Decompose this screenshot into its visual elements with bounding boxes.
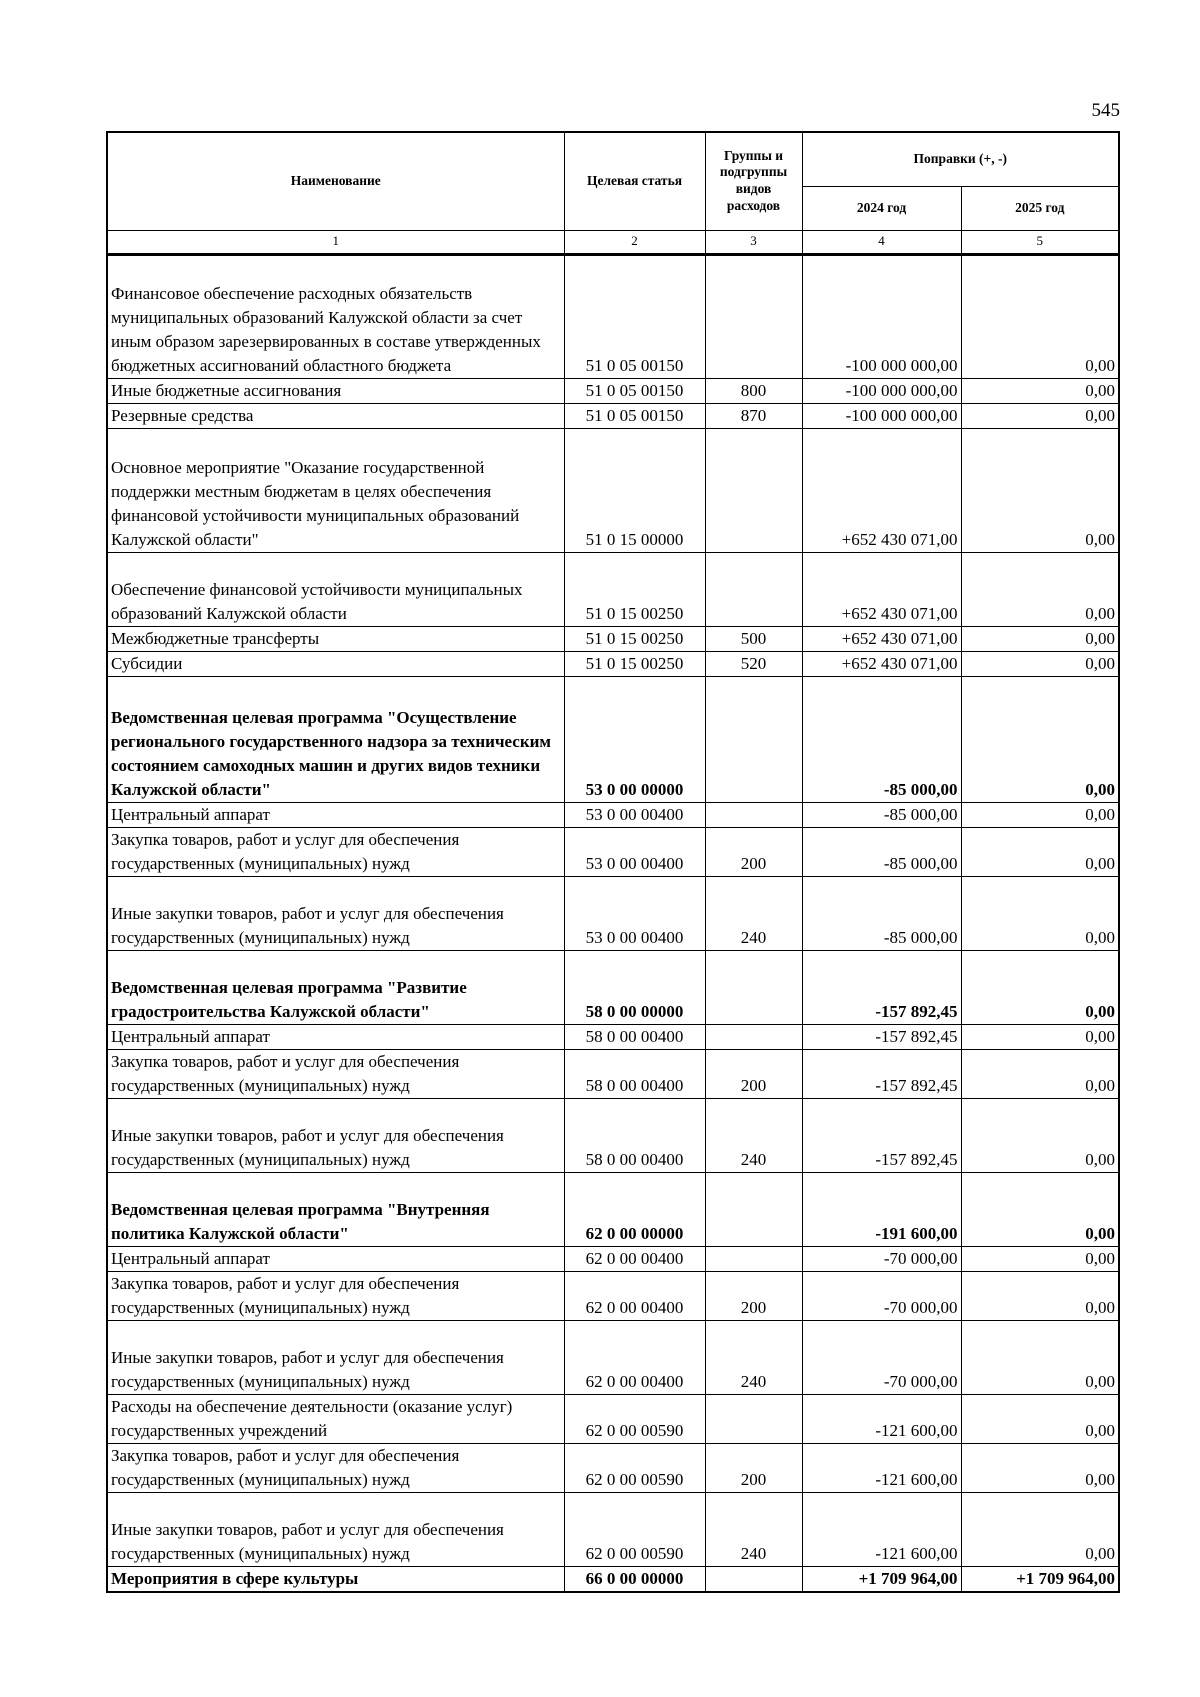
row-target-article: 62 0 00 00000	[564, 1172, 705, 1246]
row-expense-group: 200	[705, 1271, 802, 1320]
row-amount-2024: -100 000 000,00	[802, 378, 961, 403]
row-name: Расходы на обеспечение деятельности (оказание услуг) государственных учреждений	[107, 1394, 564, 1443]
row-amount-2024: -157 892,45	[802, 950, 961, 1024]
row-target-article: 62 0 00 00590	[564, 1394, 705, 1443]
row-amount-2024: -85 000,00	[802, 676, 961, 802]
row-target-article: 51 0 05 00150	[564, 378, 705, 403]
page-number: 545	[1091, 100, 1120, 121]
row-amount-2025: 0,00	[961, 428, 1119, 552]
row-amount-2025: 0,00	[961, 1098, 1119, 1172]
row-expense-group: 200	[705, 827, 802, 876]
row-name: Иные закупки товаров, работ и услуг для обеспечения государственных (муниципальных) нужд	[107, 1492, 564, 1566]
row-expense-group	[705, 802, 802, 827]
row-target-article: 58 0 00 00400	[564, 1049, 705, 1098]
table-row	[107, 1172, 1119, 1246]
row-name: Иные закупки товаров, работ и услуг для обеспечения государственных (муниципальных) нужд	[107, 1098, 564, 1172]
row-amount-2024: -70 000,00	[802, 1320, 961, 1394]
table-row	[107, 428, 1119, 552]
row-name: Иные бюджетные ассигнования	[107, 378, 564, 403]
row-name: Ведомственная целевая программа "Развитие градостроительства Калужской области"	[107, 950, 564, 1024]
row-target-article: 51 0 15 00000	[564, 428, 705, 552]
row-target-article: 62 0 00 00400	[564, 1271, 705, 1320]
row-target-article: 66 0 00 00000	[564, 1566, 705, 1592]
row-target-article: 53 0 00 00400	[564, 827, 705, 876]
row-amount-2024: -157 892,45	[802, 1024, 961, 1049]
row-target-article: 62 0 00 00400	[564, 1320, 705, 1394]
row-name: Ведомственная целевая программа "Осуществление регионального государственного надзора за техническим состоянием самоходных машин и других видов техники Калужской области"	[107, 676, 564, 802]
row-amount-2025: 0,00	[961, 552, 1119, 626]
row-expense-group	[705, 676, 802, 802]
row-expense-group	[705, 950, 802, 1024]
row-expense-group: 240	[705, 1320, 802, 1394]
row-name: Центральный аппарат	[107, 802, 564, 827]
row-expense-group	[705, 1566, 802, 1592]
row-amount-2024: -100 000 000,00	[802, 254, 961, 378]
row-name: Резервные средства	[107, 403, 564, 428]
row-amount-2025: 0,00	[961, 254, 1119, 378]
row-amount-2024: -157 892,45	[802, 1098, 961, 1172]
table-row	[107, 827, 1119, 876]
row-name: Основное мероприятие "Оказание государственной поддержки местным бюджетам в целях обеспечения финансовой устойчивости муниципальных образований Калужской области"	[107, 428, 564, 552]
row-target-article: 58 0 00 00400	[564, 1024, 705, 1049]
row-expense-group: 520	[705, 651, 802, 676]
table-row	[107, 1246, 1119, 1271]
row-expense-group: 800	[705, 378, 802, 403]
header-target-article: Целевая статья	[564, 132, 705, 230]
row-amount-2025: 0,00	[961, 651, 1119, 676]
table-row	[107, 950, 1119, 1024]
row-amount-2025: 0,00	[961, 1443, 1119, 1492]
table-row	[107, 254, 1119, 378]
row-name: Центральный аппарат	[107, 1246, 564, 1271]
row-amount-2025: 0,00	[961, 1049, 1119, 1098]
table-header	[107, 132, 1119, 254]
row-amount-2024: -121 600,00	[802, 1443, 961, 1492]
table-row	[107, 1394, 1119, 1443]
row-amount-2025: 0,00	[961, 1172, 1119, 1246]
row-amount-2024: -85 000,00	[802, 876, 961, 950]
row-amount-2025: 0,00	[961, 1246, 1119, 1271]
header-year-2025: 2025 год	[961, 186, 1119, 230]
row-expense-group: 870	[705, 403, 802, 428]
row-name: Иные закупки товаров, работ и услуг для обеспечения государственных (муниципальных) нужд	[107, 876, 564, 950]
row-name: Субсидии	[107, 651, 564, 676]
row-amount-2025: 0,00	[961, 827, 1119, 876]
row-amount-2024: -100 000 000,00	[802, 403, 961, 428]
row-name: Закупка товаров, работ и услуг для обеспечения государственных (муниципальных) нужд	[107, 1271, 564, 1320]
row-amount-2024: +652 430 071,00	[802, 651, 961, 676]
row-target-article: 51 0 05 00150	[564, 403, 705, 428]
row-name: Обеспечение финансовой устойчивости муниципальных образований Калужской области	[107, 552, 564, 626]
row-amount-2025: 0,00	[961, 1024, 1119, 1049]
row-amount-2025: 0,00	[961, 403, 1119, 428]
column-number: 5	[961, 230, 1119, 254]
row-amount-2024: -70 000,00	[802, 1246, 961, 1271]
row-expense-group	[705, 552, 802, 626]
row-target-article: 58 0 00 00400	[564, 1098, 705, 1172]
row-amount-2025: 0,00	[961, 950, 1119, 1024]
row-name: Ведомственная целевая программа "Внутренняя политика Калужской области"	[107, 1172, 564, 1246]
table-row	[107, 1049, 1119, 1098]
table-body	[107, 254, 1119, 1592]
column-number: 1	[107, 230, 564, 254]
row-amount-2024: -121 600,00	[802, 1492, 961, 1566]
row-target-article: 53 0 00 00400	[564, 876, 705, 950]
budget-amendments-table	[106, 131, 1120, 1593]
table-row	[107, 651, 1119, 676]
row-amount-2024: -85 000,00	[802, 827, 961, 876]
table-row	[107, 403, 1119, 428]
row-name: Мероприятия в сфере культуры	[107, 1566, 564, 1592]
column-number: 4	[802, 230, 961, 254]
row-target-article: 62 0 00 00400	[564, 1246, 705, 1271]
row-amount-2024: +652 430 071,00	[802, 626, 961, 651]
table-row	[107, 876, 1119, 950]
row-amount-2025: 0,00	[961, 676, 1119, 802]
table-row	[107, 676, 1119, 802]
header-name: Наименование	[107, 132, 564, 230]
row-amount-2025: +1 709 964,00	[961, 1566, 1119, 1592]
row-amount-2024: -70 000,00	[802, 1271, 961, 1320]
row-name: Межбюджетные трансферты	[107, 626, 564, 651]
row-amount-2025: 0,00	[961, 802, 1119, 827]
table-row	[107, 1566, 1119, 1592]
column-number: 3	[705, 230, 802, 254]
row-amount-2025: 0,00	[961, 378, 1119, 403]
header-year-2024: 2024 год	[802, 186, 961, 230]
row-amount-2025: 0,00	[961, 1320, 1119, 1394]
row-expense-group	[705, 1024, 802, 1049]
row-expense-group: 200	[705, 1049, 802, 1098]
column-number: 2	[564, 230, 705, 254]
row-expense-group: 200	[705, 1443, 802, 1492]
row-target-article: 53 0 00 00400	[564, 802, 705, 827]
row-amount-2024: -191 600,00	[802, 1172, 961, 1246]
row-amount-2024: -85 000,00	[802, 802, 961, 827]
row-amount-2024: +652 430 071,00	[802, 552, 961, 626]
row-target-article: 58 0 00 00000	[564, 950, 705, 1024]
row-amount-2024: -157 892,45	[802, 1049, 961, 1098]
row-expense-group	[705, 1172, 802, 1246]
table-row	[107, 1098, 1119, 1172]
table-row	[107, 1271, 1119, 1320]
row-target-article: 53 0 00 00000	[564, 676, 705, 802]
row-expense-group: 240	[705, 1492, 802, 1566]
header-expense-groups: Группы и подгруппы видов расходов	[705, 132, 802, 230]
row-name: Центральный аппарат	[107, 1024, 564, 1049]
table-row	[107, 552, 1119, 626]
row-amount-2024: +652 430 071,00	[802, 428, 961, 552]
table-row	[107, 626, 1119, 651]
row-name: Закупка товаров, работ и услуг для обеспечения государственных (муниципальных) нужд	[107, 1049, 564, 1098]
row-expense-group: 240	[705, 876, 802, 950]
row-amount-2024: +1 709 964,00	[802, 1566, 961, 1592]
table-row	[107, 1024, 1119, 1049]
row-amount-2024: -121 600,00	[802, 1394, 961, 1443]
row-expense-group	[705, 428, 802, 552]
row-expense-group: 240	[705, 1098, 802, 1172]
header-amendments: Поправки (+, -)	[802, 132, 1119, 186]
table-row	[107, 802, 1119, 827]
row-target-article: 51 0 15 00250	[564, 552, 705, 626]
row-name: Финансовое обеспечение расходных обязательств муниципальных образований Калужской области за счет иным образом зарезервированных в составе утвержденных бюджетных ассигнований областного бюджета	[107, 254, 564, 378]
row-target-article: 51 0 15 00250	[564, 651, 705, 676]
row-expense-group	[705, 1246, 802, 1271]
row-amount-2025: 0,00	[961, 1492, 1119, 1566]
row-name: Закупка товаров, работ и услуг для обеспечения государственных (муниципальных) нужд	[107, 1443, 564, 1492]
table-row	[107, 378, 1119, 403]
row-expense-group: 500	[705, 626, 802, 651]
table-row	[107, 1492, 1119, 1566]
row-target-article: 62 0 00 00590	[564, 1443, 705, 1492]
row-expense-group	[705, 1394, 802, 1443]
row-target-article: 51 0 15 00250	[564, 626, 705, 651]
row-amount-2025: 0,00	[961, 1271, 1119, 1320]
table-row	[107, 1320, 1119, 1394]
row-name: Закупка товаров, работ и услуг для обеспечения государственных (муниципальных) нужд	[107, 827, 564, 876]
row-amount-2025: 0,00	[961, 876, 1119, 950]
row-target-article: 62 0 00 00590	[564, 1492, 705, 1566]
row-amount-2025: 0,00	[961, 1394, 1119, 1443]
row-target-article: 51 0 05 00150	[564, 254, 705, 378]
row-expense-group	[705, 254, 802, 378]
table-row	[107, 1443, 1119, 1492]
row-name: Иные закупки товаров, работ и услуг для обеспечения государственных (муниципальных) нужд	[107, 1320, 564, 1394]
row-amount-2025: 0,00	[961, 626, 1119, 651]
